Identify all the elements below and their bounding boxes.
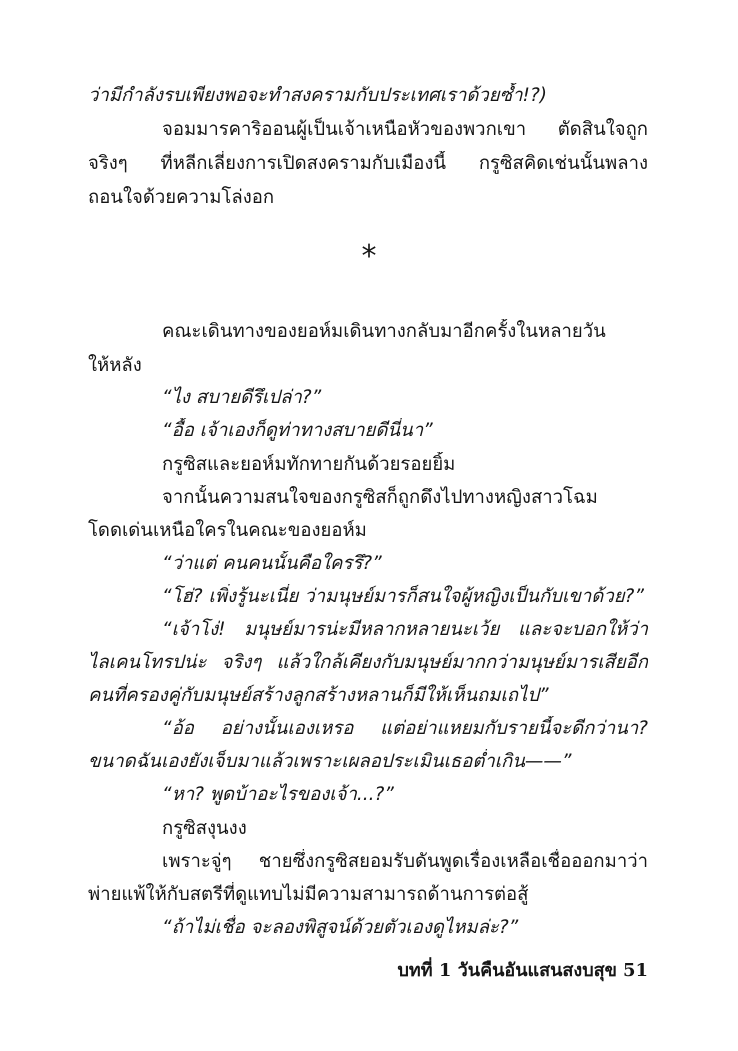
dialogue-line: “โฮ่? เพิ่งรู้นะเนี่ย ว่ามนุษย์มารก็สนใจผู้หญิงเป็นกับเขาด้วย?” — [162, 586, 644, 607]
dialogue-line: “ว่าแต่ คนคนนั้นคือใครรึ?” — [162, 553, 382, 574]
dialogue-line: ขนาดฉันเองยังเจ็บมาแล้วเพราะเผลอประเมินเธอต่ำเกิน——” — [88, 751, 572, 772]
text-line: เพราะจู่ๆ ชายซึ่งกรูซิสยอมรับดันพูดเรื่องเหลือเชื่อออกมาว่า — [162, 851, 648, 872]
page-number: 51 — [622, 960, 648, 981]
text-line: จากนั้นความสนใจของกรูซิสก็ถูกดึงไปทางหญิงสาวโฉม — [162, 487, 598, 508]
dialogue-line: “เจ้าโง่! มนุษย์มารน่ะมีหลากหลายนะเว้ย และจะบอกให้ว่า — [162, 619, 648, 640]
dialogue-line: “อ้อ อย่างนั้นเองเหรอ แต่อย่าแหยมกับรายนี้จะดีกว่านา? — [162, 718, 648, 739]
dialogue-line: “ไง สบายดีรึเปล่า?” — [162, 387, 322, 408]
text-line: ว่ามีกำลังรบเพียงพอจะทำสงครามกับประเทศเราด้วยซ้ำ!?) — [88, 85, 547, 106]
dialogue-line: “อื้อ เจ้าเองก็ดูท่าทางสบายดีนี่นา” — [162, 420, 433, 441]
text-line: จริงๆ ที่หลีกเลี่ยงการเปิดสงครามกับเมืองนี้ กรูซิสคิดเช่นนั้นพลาง — [88, 153, 648, 174]
text-line: ให้หลัง — [88, 355, 142, 376]
text-line: คณะเดินทางของยอห์มเดินทางกลับมาอีกครั้งในหลายวัน — [162, 321, 606, 342]
text-line: จอมมารคาริออนผู้เป็นเจ้าเหนือหัวของพวกเขา ตัดสินใจถูก — [162, 119, 648, 140]
chapter-title: บทที่ 1 วันคืนอันแสนสงบสุข — [397, 960, 617, 981]
section-separator: * — [361, 239, 377, 274]
page-footer — [391, 958, 648, 984]
text-line: กรูซิสงุนงง — [162, 818, 247, 839]
text-line: พ่ายแพ้ให้กับสตรีที่ดูแทบไม่มีความสามารถด้านการต่อสู้ — [88, 884, 529, 905]
dialogue-line: คนที่ครองคู่กับมนุษย์สร้างลูกสร้างหลานก็มีให้เห็นถมเถไป” — [88, 685, 549, 706]
dialogue-line: ไลเคนโทรปน่ะ จริงๆ แล้วใกล้เคียงกับมนุษย์มากกว่ามนุษย์มารเสียอีก — [88, 652, 648, 673]
text-line: กรูซิสและยอห์มทักทายกันด้วยรอยยิ้ม — [162, 454, 456, 475]
dialogue-line: “หา? พูดบ้าอะไรของเจ้า...?” — [162, 784, 394, 805]
text-line: ถอนใจด้วยความโล่งอก — [88, 187, 275, 208]
text-line: โดดเด่นเหนือใครในคณะของยอห์ม — [88, 520, 367, 541]
dialogue-line: “ถ้าไม่เชื่อ จะลองพิสูจน์ด้วยตัวเองดูไหมล่ะ?” — [162, 917, 519, 938]
